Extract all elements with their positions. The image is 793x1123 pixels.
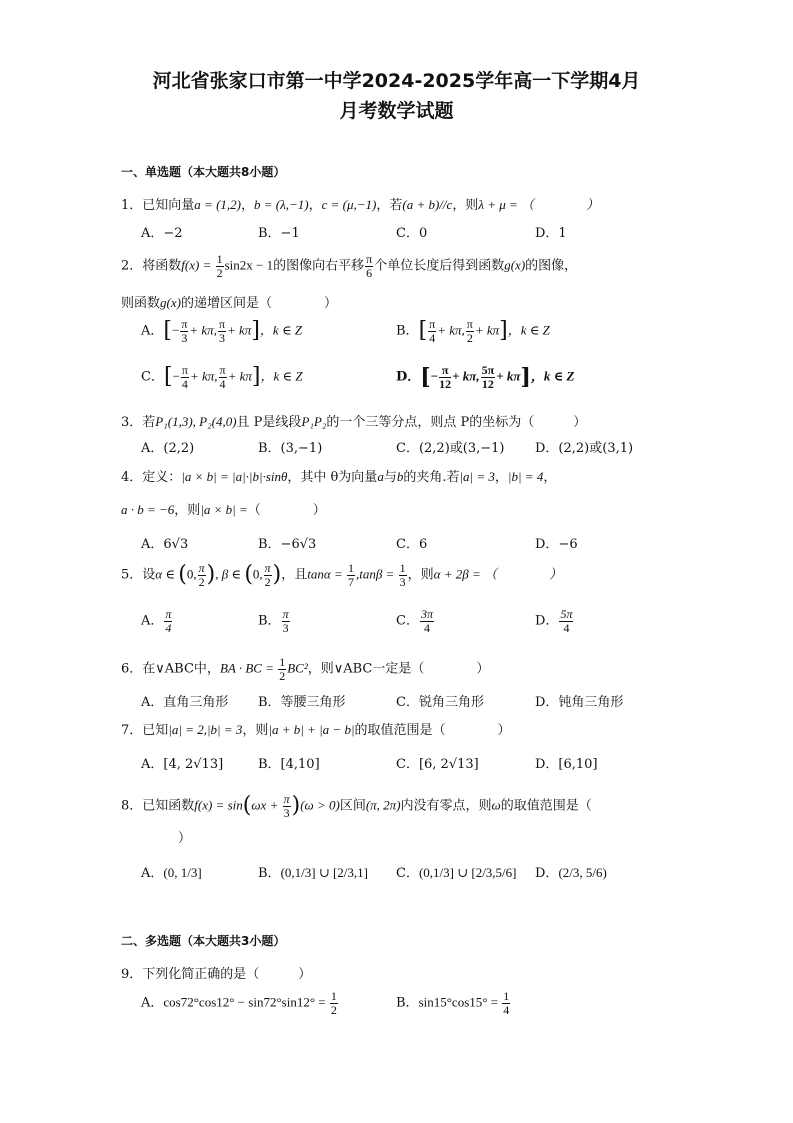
q5-text-1: 设	[142, 567, 156, 583]
q6-text-2: ，则∨ABC一定是（ ）	[307, 661, 490, 677]
q3-option-a: A．(2,2)	[141, 441, 195, 456]
q4-vec-a: a	[377, 469, 384, 484]
doc-title-line-1: 河北省张家口市第一中学2024-2025学年高一下学期4月	[152, 70, 641, 92]
q7-option-b: B．[4,10]	[258, 757, 320, 772]
q4-text-2: ，其中 θ为向量	[287, 470, 378, 485]
q2-text-1: 将函数	[142, 258, 182, 274]
q4-ask-expr: |a × b| =	[200, 502, 248, 517]
question-8-close: ）	[178, 831, 192, 846]
q4-option-b: B．−6√3	[258, 537, 317, 552]
q2-number: 2．	[121, 258, 143, 274]
question-2-line-2	[121, 292, 681, 311]
q2-text-5: 则函数	[121, 296, 161, 311]
q9-text-1: 下列化简正确的是（ ）	[142, 967, 312, 982]
q3-text-2: 且 P是线段	[236, 415, 302, 430]
q3-points: P₁(1,3), P₂(4,0)	[155, 414, 237, 429]
doc-title-line-2: 月考数学试题	[339, 100, 454, 122]
q8-option-a: A．(0, 1/3]	[141, 865, 202, 881]
question-9	[121, 963, 681, 982]
q4-definition: |a × b| = |a|·|b|·sinθ	[181, 469, 288, 484]
q4-ask: （ ）	[247, 503, 326, 518]
q2-pi-over-6: $\frac{\pi}{6}$	[366, 252, 373, 280]
question-1: 1．已知向量a = (1,2)，b = (λ,−1)，c = (μ,−1)，若(a + b)//c，则λ + μ = （ ）	[121, 197, 600, 213]
q2-option-a: A．[− $\frac{\pi}{3}$ + kπ, $\frac{\pi}{3}$ + kπ]，k ∈ Z	[141, 317, 303, 345]
q9-option-a: A．cos72°cos12° − sin72°sin12° = $\frac{1}{2}$	[141, 989, 337, 1017]
q1-text-b: ，若	[376, 198, 403, 213]
q7-expr: |a + b| + |a − b|	[268, 722, 355, 737]
question-8: 8．已知函数f(x) = sin(ωx + $\frac{\pi}{3}$ )(ω > 0)区间(π, 2π)内没有零点，则ω的取值范围是（	[121, 792, 592, 820]
section-multi-choice: 二、多选题（本大题共3小题）	[121, 934, 286, 948]
q2-text-3: 个单位长度后得到函数	[374, 258, 505, 274]
q3-segment: P₁P₂	[301, 414, 327, 429]
q2-option-c: C．[− $\frac{\pi}{4}$ + kπ, $\frac{\pi}{4}$ + kπ]，k ∈ Z	[141, 363, 303, 391]
question-5: 5．设α ∈ (0, $\frac{\pi}{2}$ ), β ∈ (0, $\frac{\pi}{2}$ )，且tanα = $\frac{1}{7}$ ,tanβ = $\frac{1}{3}$ ，则α + 2β = （ ）	[121, 561, 562, 589]
q3-option-c: C．(2,2)或(3,−1)	[396, 441, 505, 456]
q3-text-3: 的一个三等分点，则点 P的坐标为（ ）	[326, 415, 587, 430]
q1-vector-a: a = (1,2)	[194, 197, 241, 212]
q4-text-then: ，则	[174, 503, 201, 518]
question-2	[121, 253, 681, 279]
q9-option-b: B．sin15°cos15° = $\frac{1}{4}$	[396, 989, 510, 1017]
q7-text-3: 的取值范围是（ ）	[354, 723, 511, 738]
q7-option-a: A．[4, 2√13]	[141, 757, 224, 772]
q2-text-6: 的递增区间是（ ）	[180, 296, 337, 311]
q6-expr: BA · BC =	[219, 660, 278, 676]
q2-half: $\frac{1}{2}$	[216, 252, 223, 280]
q2-text-2: 的图像向右平移	[273, 258, 365, 274]
q2-gx: g(x)	[504, 257, 526, 273]
q2-option-d: D．[− $\frac{\pi}{12}$ + kπ, $\frac{5\pi}{12}$ + kπ]，k ∈ Z	[396, 363, 575, 391]
q3-option-d: D．(2,2)或(3,1)	[535, 441, 634, 456]
q7-option-c: C．[6, 2√13]	[396, 757, 479, 772]
q5-option-b: B． $\frac{\pi}{3}$	[258, 607, 289, 635]
q2-sin: sin2x − 1	[224, 257, 274, 273]
q4-text-4: 与	[383, 470, 397, 485]
q7-text-2: ，则	[242, 723, 269, 738]
q1-option-d: D．1	[535, 226, 567, 241]
q4-dot: a · b = −6	[121, 502, 175, 517]
q1-number: 1．	[121, 198, 143, 213]
question-6: 6．在∨ABC中，BA · BC = $\frac{1}{2}$ BC²，则∨ABC一定是（ ）	[121, 655, 490, 683]
q1-option-c: C．0	[396, 226, 428, 241]
q4-option-d: D．−6	[535, 537, 578, 552]
question-4-line-2	[121, 499, 681, 518]
q6-option-a: A．直角三角形	[141, 695, 229, 710]
q6-option-d: D．钝角三角形	[535, 695, 624, 710]
q4-text-6: 的夹角.若	[403, 470, 460, 485]
q3-option-b: B．(3,−1)	[258, 441, 323, 456]
q7-cond: |a| = 2,|b| = 3	[168, 722, 243, 737]
q2-gx-2: g(x)	[160, 295, 181, 310]
q2-option-b: B．[ $\frac{\pi}{4}$ + kπ, $\frac{\pi}{2}$ + kπ]，k ∈ Z	[396, 317, 550, 345]
q1-vector-b: b = (λ,−1)	[254, 197, 309, 212]
q2-text-4: 的图像，	[525, 258, 578, 274]
q8-option-b: B．(0,1/3] ∪ [2/3,1]	[258, 865, 368, 881]
q4-cond-2: |b| = 4	[507, 469, 544, 484]
q4-cond-1: |a| = 3	[459, 469, 495, 484]
q1-option-a: A．−2	[141, 226, 183, 241]
q7-number: 7．	[121, 723, 143, 738]
q4-option-c: C．6	[396, 537, 428, 552]
q7-text-1: 已知	[142, 723, 169, 738]
q5-number: 5．	[121, 567, 143, 583]
question-3	[121, 411, 681, 430]
q3-text-1: 若	[142, 415, 156, 430]
q6-option-c: C．锐角三角形	[396, 695, 484, 710]
q5-option-c: C． $\frac{3\pi}{4}$	[396, 607, 433, 635]
q5-option-d: D． $\frac{5\pi}{4}$	[535, 607, 573, 635]
q4-text-1: 定义：	[142, 470, 182, 485]
question-7	[121, 719, 681, 738]
q1-text-a: 已知向量	[142, 198, 195, 213]
q2-fx: f(x) =	[181, 257, 215, 273]
q8-option-d: D．(2/3, 5/6)	[535, 865, 607, 881]
q5-option-a: A． $\frac{\pi}{4}$	[141, 607, 172, 635]
q4-vec-b: b	[396, 469, 404, 484]
q9-number: 9．	[121, 967, 143, 982]
q3-number: 3．	[121, 415, 143, 430]
q8-text-1: 已知函数	[142, 798, 195, 814]
q7-option-d: D．[6,10]	[535, 757, 598, 772]
q6-bc2: BC²	[287, 660, 308, 676]
q4-number: 4．	[121, 470, 143, 485]
q1-option-b: B．−1	[258, 226, 300, 241]
q6-text-1: 在∨ABC中，	[142, 661, 220, 677]
q4-option-a: A．6√3	[141, 537, 189, 552]
question-4: 4．定义：|a × b| = |a|·|b|·sinθ，其中 θ为向量a与b的夹角.若|a| = 3，|b| = 4，	[121, 469, 557, 485]
q1-text-c: ，则	[452, 198, 479, 213]
q8-option-c: C．(0,1/3] ∪ [2/3,5/6]	[396, 865, 517, 881]
q6-number: 6．	[121, 661, 143, 677]
q5-ask: α + 2β = （ ）	[433, 566, 562, 582]
q1-vector-c: c = (μ,−1)	[321, 197, 377, 212]
q8-number: 8．	[121, 798, 143, 814]
q6-option-b: B．等腰三角形	[258, 695, 346, 710]
q1-ask: λ + μ = （ ）	[478, 197, 600, 212]
q1-condition: (a + b)//c	[402, 197, 453, 212]
section-single-choice: 一、单选题（本大题共8小题）	[121, 165, 286, 179]
